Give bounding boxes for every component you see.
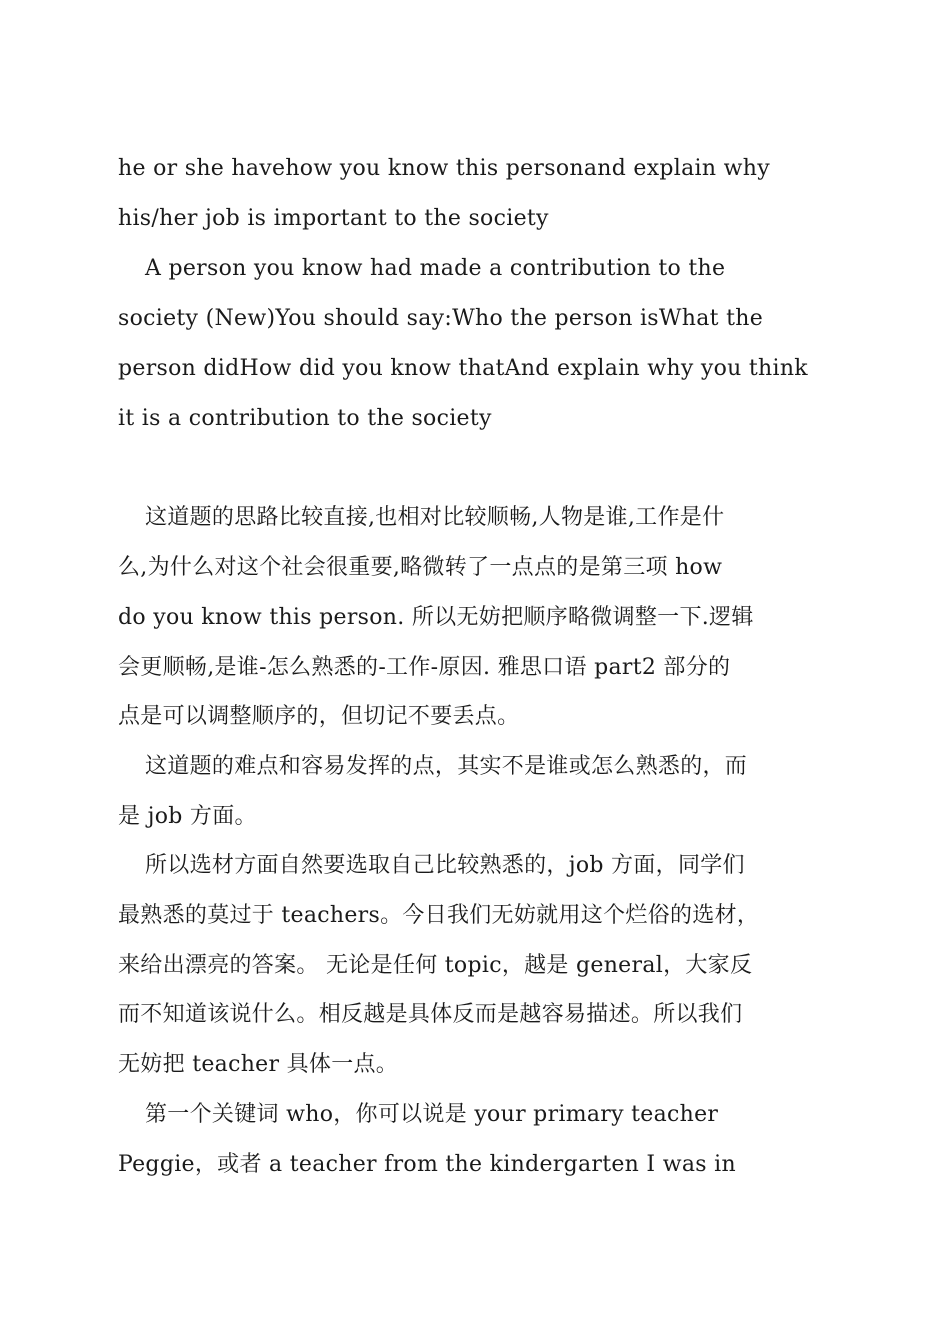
paragraph-start-line: 所以选材方面自然要选取自己比较熟悉的，job 方面，同学们: [145, 853, 745, 878]
text-line: he or she havehow you know this personand explain why: [118, 156, 770, 181]
text-line: 是 job 方面。: [118, 804, 257, 829]
text-line: society (New)You should say:Who the person isWhat the: [118, 306, 764, 331]
paragraph-start-line: 这道题的难点和容易发挥的点，其实不是谁或怎么熟悉的，而: [145, 754, 748, 779]
text-line: his/her job is important to the society: [118, 206, 549, 231]
text-line: person didHow did you know thatAnd explain why you think: [118, 356, 808, 381]
text-line: 点是可以调整顺序的，但切记不要丢点。: [118, 704, 520, 729]
paragraph-start-line: 这道题的思路比较直接,也相对比较顺畅,人物是谁,工作是什: [145, 505, 725, 530]
text-line: 无妨把 teacher 具体一点。: [118, 1052, 399, 1077]
text-line: 来给出漂亮的答案。 无论是任何 topic，越是 general，大家反: [118, 953, 753, 978]
text-line: 最熟悉的莫过于 teachers。今日我们无妨就用这个烂俗的选材，: [118, 903, 760, 928]
text-line: do you know this person. 所以无妨把顺序略微调整一下.逻辑: [118, 605, 754, 630]
text-line: 会更顺畅,是谁-怎么熟悉的-工作-原因. 雅思口语 part2 部分的: [118, 655, 731, 680]
text-line: Peggie，或者 a teacher from the kindergarten I was in: [118, 1152, 736, 1177]
paragraph-start-line: A person you know had made a contribution to the: [145, 256, 726, 281]
text-line: it is a contribution to the society: [118, 406, 492, 431]
text-line: 么,为什么对这个社会很重要,略微转了一点点的是第三项 how: [118, 555, 723, 580]
paragraph-start-line: 第一个关键词 who，你可以说是 your primary teacher: [145, 1102, 719, 1127]
text-line: 而不知道该说什么。相反越是具体反而是越容易描述。所以我们: [118, 1002, 743, 1027]
